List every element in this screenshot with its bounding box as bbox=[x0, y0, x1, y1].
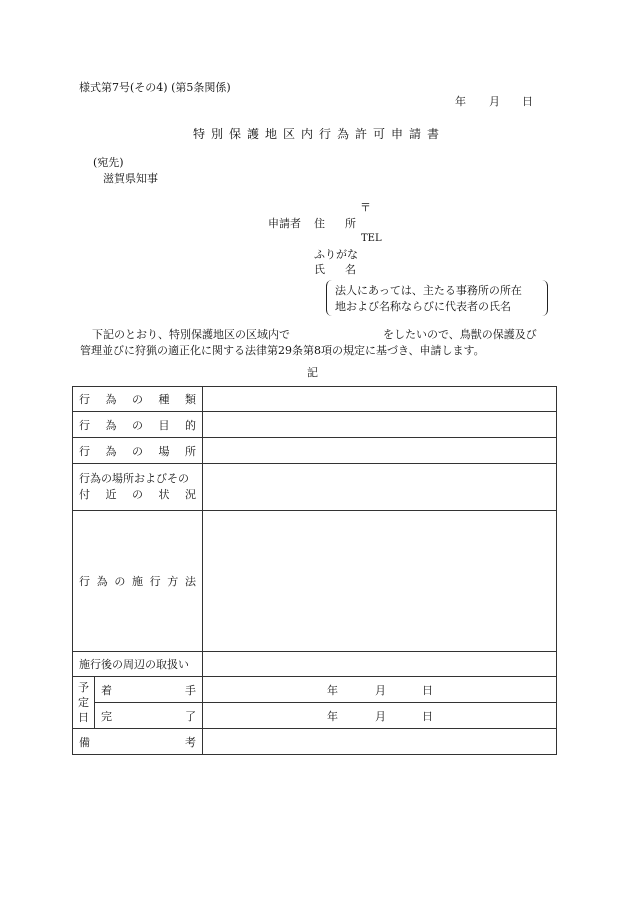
label-complete: 完 了 bbox=[95, 703, 203, 729]
row-surroundings bbox=[73, 464, 557, 511]
body-line1-part1: 下記のとおり、特別保護地区の区域内で bbox=[92, 328, 290, 341]
application-table bbox=[72, 386, 557, 755]
label-surroundings bbox=[73, 464, 203, 511]
date-year-label: 年 bbox=[455, 95, 466, 108]
row-after bbox=[73, 652, 557, 677]
label-surroundings-line1: 行為の場所およびその bbox=[79, 472, 189, 485]
after-field[interactable] bbox=[203, 652, 557, 677]
label-type: 行 為 の 種 類 bbox=[73, 387, 203, 412]
purpose-field[interactable] bbox=[203, 412, 557, 438]
corp-note-line1: 法人にあっては、主たる事務所の所在 bbox=[335, 284, 522, 297]
label-purpose: 行 為 の 目 的 bbox=[73, 412, 203, 438]
complete-day: 日 bbox=[422, 709, 433, 723]
addressee-name: 滋賀県知事 bbox=[103, 172, 158, 185]
page-title: 特別保護地区内行為許可申請書 bbox=[193, 127, 446, 141]
date-day-label: 日 bbox=[522, 95, 533, 108]
postal-mark: 〒 bbox=[360, 201, 371, 214]
label-schedule: 予 定 日 bbox=[73, 677, 95, 729]
ki-label: 記 bbox=[307, 366, 318, 379]
surroundings-field[interactable] bbox=[203, 464, 557, 511]
remarks-field[interactable] bbox=[203, 729, 557, 755]
addressee-label: (宛先) bbox=[93, 156, 124, 169]
form-number: 様式第7号(その4) (第5条関係) bbox=[79, 81, 231, 94]
address-label-2: 所 bbox=[345, 217, 356, 230]
corp-note-line2: 地および名称ならびに代表者の氏名 bbox=[335, 300, 511, 313]
row-place bbox=[73, 438, 557, 464]
row-purpose bbox=[73, 412, 557, 438]
method-field[interactable] bbox=[203, 511, 557, 652]
body-line2: 管理並びに狩猟の適正化に関する法律第29条第8項の規定に基づき、申請します。 bbox=[80, 344, 485, 357]
tel-label: TEL bbox=[361, 233, 382, 244]
row-type bbox=[73, 387, 557, 412]
date-month-label: 月 bbox=[489, 95, 500, 108]
place-field[interactable] bbox=[203, 438, 557, 464]
corp-note-brace bbox=[326, 280, 548, 316]
start-month: 月 bbox=[375, 683, 386, 697]
address-label-1: 住 bbox=[314, 217, 325, 230]
row-remarks bbox=[73, 729, 557, 755]
row-start bbox=[73, 677, 557, 703]
row-complete bbox=[73, 703, 557, 729]
label-start: 着 手 bbox=[95, 677, 203, 703]
label-place: 行 為 の 場 所 bbox=[73, 438, 203, 464]
start-date-field[interactable] bbox=[203, 677, 557, 703]
complete-month: 月 bbox=[375, 709, 386, 723]
furigana-label: ふりがな bbox=[314, 248, 358, 261]
label-remarks: 備 考 bbox=[73, 729, 203, 755]
complete-date-field[interactable] bbox=[203, 703, 557, 729]
type-field[interactable] bbox=[203, 387, 557, 412]
start-year: 年 bbox=[327, 683, 338, 697]
label-surroundings-line2: 付 近 の 状 況 bbox=[79, 488, 196, 501]
name-label-1: 氏 bbox=[314, 263, 325, 276]
label-after: 施行後の周辺の取扱い bbox=[73, 652, 203, 677]
body-line1-part2: をしたいので、鳥獣の保護及び bbox=[383, 328, 537, 341]
complete-year: 年 bbox=[327, 709, 338, 723]
label-method: 行 為 の 施 行 方 法 bbox=[73, 511, 203, 652]
row-method bbox=[73, 511, 557, 652]
applicant-label: 申請者 bbox=[268, 217, 301, 230]
start-day: 日 bbox=[422, 683, 433, 697]
name-label-2: 名 bbox=[345, 263, 356, 276]
